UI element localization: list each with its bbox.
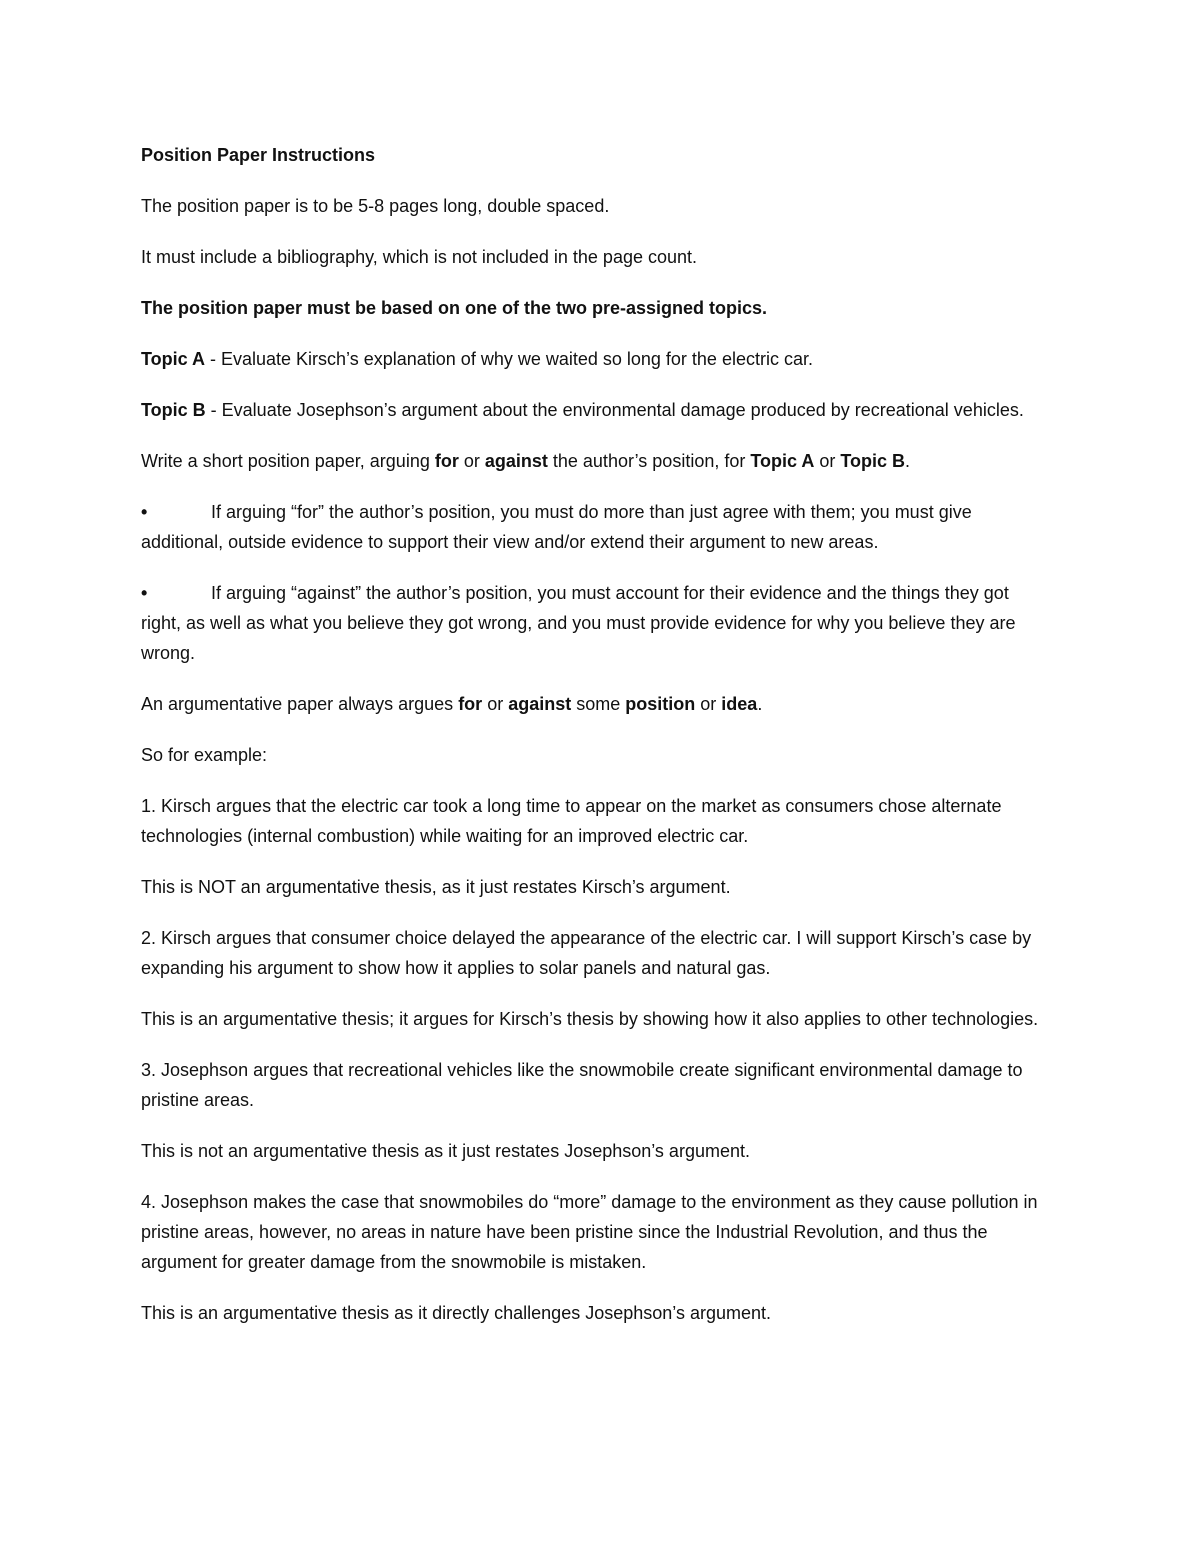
topic-a-text: - Evaluate Kirsch’s explanation of why we waited so long for the electric car. [205, 349, 813, 369]
example-3 [141, 1055, 1041, 1115]
text-run: or [482, 694, 509, 714]
text-run: or [814, 451, 841, 471]
text-run: Write a short position paper, arguing [141, 451, 435, 471]
bold-run: for [434, 451, 459, 471]
topic-b [141, 395, 1041, 425]
bold-run: Topic A [750, 451, 815, 471]
example-2-note: This is an argumentative thesis; it argues for Kirsch’s thesis by showing how it also applies to other technologies. [141, 1009, 1039, 1029]
bibliography-requirement: It must include a bibliography, which is not included in the page count. [141, 247, 698, 267]
text-run: the author’s position, for [547, 451, 751, 471]
example-4 [141, 1187, 1041, 1277]
text-run: or [458, 451, 485, 471]
example-1 [141, 791, 1041, 851]
page-title: Position Paper Instructions [141, 145, 376, 165]
example-text: Josephson argues that recreational vehicles like the snowmobile create significant environmental damage to pristine areas. [141, 1060, 1023, 1110]
length-requirement: The position paper is to be 5-8 pages long, double spaced. [141, 196, 610, 216]
example-1-note: This is NOT an argumentative thesis, as it just restates Kirsch’s argument. [141, 877, 731, 897]
bullet-item-for [141, 497, 1041, 557]
topics-intro: The position paper must be based on one of the two pre-assigned topics. [141, 298, 768, 318]
topic-a-label: Topic A [141, 349, 205, 369]
example-number: 3. [141, 1060, 157, 1080]
bullet-icon: • [141, 502, 148, 522]
text-run: . [757, 694, 763, 714]
bold-run: for [458, 694, 483, 714]
bullet-icon: • [141, 583, 148, 603]
bold-run: Topic B [840, 451, 906, 471]
document-page [141, 140, 1041, 1349]
bullet-text: If arguing “against” the author’s position, you must account for their evidence and the things they got right, as well as what you believe they got wrong, and you must provide evidence for why you believe they are wrong. [141, 583, 1016, 663]
example-number: 4. [141, 1192, 157, 1212]
text-run: . [905, 451, 911, 471]
example-2 [141, 923, 1041, 983]
example-3-note: This is not an argumentative thesis as it just restates Josephson’s argument. [141, 1141, 750, 1161]
example-text: Kirsch argues that the electric car took a long time to appear on the market as consumers chose alternate technologies (internal combustion) while waiting for an improved electric car. [141, 796, 1002, 846]
bullet-text: If arguing “for” the author’s position, you must do more than just agree with them; you must give additional, outside evidence to support their view and/or extend their argument to new areas. [141, 502, 972, 552]
argumentative-definition [141, 689, 1041, 719]
example-number: 1. [141, 796, 157, 816]
example-intro: So for example: [141, 745, 268, 765]
text-run: An argumentative paper always argues [141, 694, 459, 714]
example-text: Josephson makes the case that snowmobiles do “more” damage to the environment as they cause pollution in pristine areas, however, no areas in nature have been pristine since the Industrial Revolution, and thus the argument for greater damage from the snowmobile is mistaken. [141, 1192, 1038, 1272]
topic-b-label: Topic B [141, 400, 206, 420]
example-number: 2. [141, 928, 157, 948]
topic-b-text: - Evaluate Josephson’s argument about the environmental damage produced by recreational vehicles. [205, 400, 1024, 420]
text-run: or [695, 694, 722, 714]
bold-run: idea [721, 694, 758, 714]
text-run: some [571, 694, 626, 714]
bold-run: position [625, 694, 696, 714]
bold-run: against [508, 694, 572, 714]
topic-a [141, 344, 1041, 374]
bold-run: against [484, 451, 548, 471]
bullet-item-against [141, 578, 1041, 668]
example-text: Kirsch argues that consumer choice delayed the appearance of the electric car. I will support Kirsch’s case by expanding his argument to show how it applies to solar panels and natural gas. [141, 928, 1032, 978]
write-instruction [141, 446, 1041, 476]
example-4-note: This is an argumentative thesis as it directly challenges Josephson’s argument. [141, 1303, 771, 1323]
